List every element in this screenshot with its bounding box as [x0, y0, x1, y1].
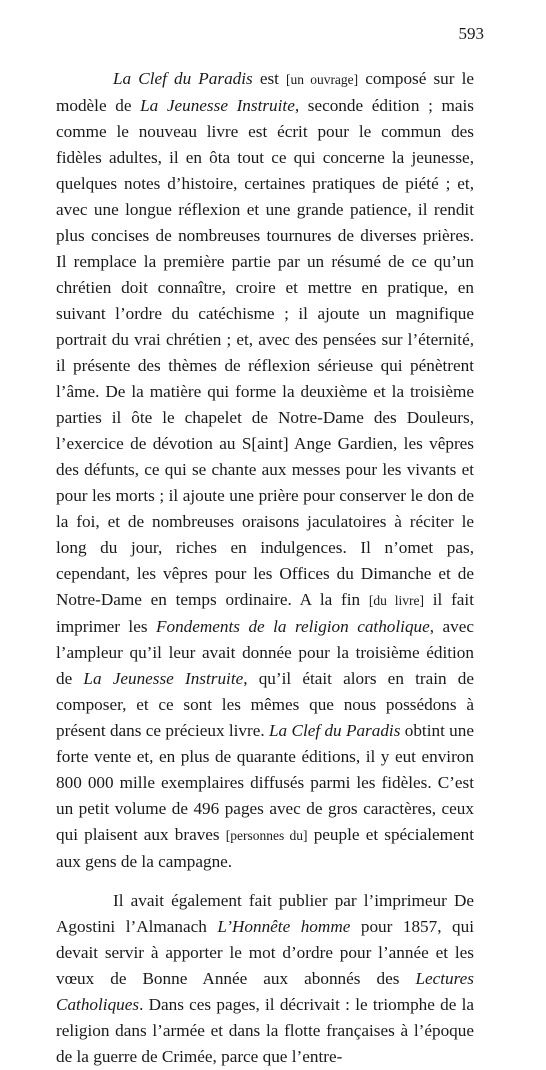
editorial-insertion: [du livre]: [368, 593, 424, 608]
italic-title: L’Honnête homme: [217, 917, 351, 936]
text-run: peuple et spécialement aux gens de la campagne.: [56, 825, 474, 871]
text-run: pour 1857, qui devait servir à apporter le mot d’ordre pour l’année et les vœux de Bonne Année aux abonnés des: [56, 917, 474, 988]
italic-title: Lectures Catholiques: [56, 969, 474, 1014]
text-run: , seconde édition ; mais comme le nouveau livre est écrit pour le commun des fidèles adultes, il en ôta tout ce qui concerne la jeunesse, quelques notes d’histoire, certaines pratiques de piété ; et, avec une longue réflexion et une grande patience, il rendit plus concises de nombreuses tournures de diverses prières. Il remplace la première partie par un résumé de ce qu’un chrétien doit connaître, croire et mettre en pratique, en suivant l’ordre du catéchisme ; il ajoute un magnifique portrait du vrai chrétien ; et, avec des pensées sur l’éternité, il présente des thèmes de réflexion sérieuse qui pénètrent l’âme. De la matière qui forme la deuxième et la troisième parties il ôte le chapelet de Notre-Dame des Douleurs, l’exercice de dévotion au S[aint] Ange Gardien, les vêpres des défunts, ce qui se chante aux messes pour les vivants et pour les morts ; il ajoute une prière pour conserver le don de la foi, et de nombreuses oraisons jaculatoires à réciter le long du jour, riches en indulgences. Il n’omet pas, cependant, les vêpres pour les Offices du Dimanche et de Notre-Dame en temps ordinaire. A la fin: [56, 96, 474, 609]
italic-title: La Clef du Paradis: [113, 69, 253, 88]
body-text: [56, 66, 474, 1070]
text-run: . Dans ces pages, il décrivait : le triomphe de la religion dans l’armée et dans la flotte françaises à l’époque de la guerre de Crimée, parce que l’entre-: [56, 995, 474, 1066]
text-run: obtint une forte vente et, en plus de quarante éditions, il y eut environ 800 000 mille exemplaires diffusés parmi les fidèles. C’est un petit volume de 496 pages avec de gros caractères, ceux qui plaisent aux braves: [56, 721, 474, 844]
italic-title: La Jeunesse Instruite: [83, 669, 244, 688]
text-run: Il avait également fait publier par l’imprimeur De Agostini l’Almanach: [56, 891, 474, 936]
editorial-insertion: [un ouvrage]: [286, 72, 359, 87]
italic-title: La Clef du Paradis: [269, 721, 401, 740]
paragraph-1: [56, 66, 474, 875]
text-run: il fait imprimer les: [56, 590, 474, 636]
text-run: est: [252, 69, 287, 88]
page-number: 593: [458, 24, 484, 43]
italic-title: La Jeunesse Instruite: [140, 96, 295, 115]
italic-title: Fondements de la religion catholique: [155, 617, 430, 636]
paragraph-2: [56, 888, 474, 1070]
text-run: , avec l’ampleur qu’il leur avait donnée pour la troisième édition de: [56, 617, 475, 688]
text-run: , qu’il était alors en train de composer, et ce sont les mêmes que nous possédons à présent dans ce précieux livre.: [56, 669, 474, 740]
editorial-insertion: [personnes du]: [225, 828, 308, 843]
text-run: composé sur le modèle de: [56, 69, 474, 115]
